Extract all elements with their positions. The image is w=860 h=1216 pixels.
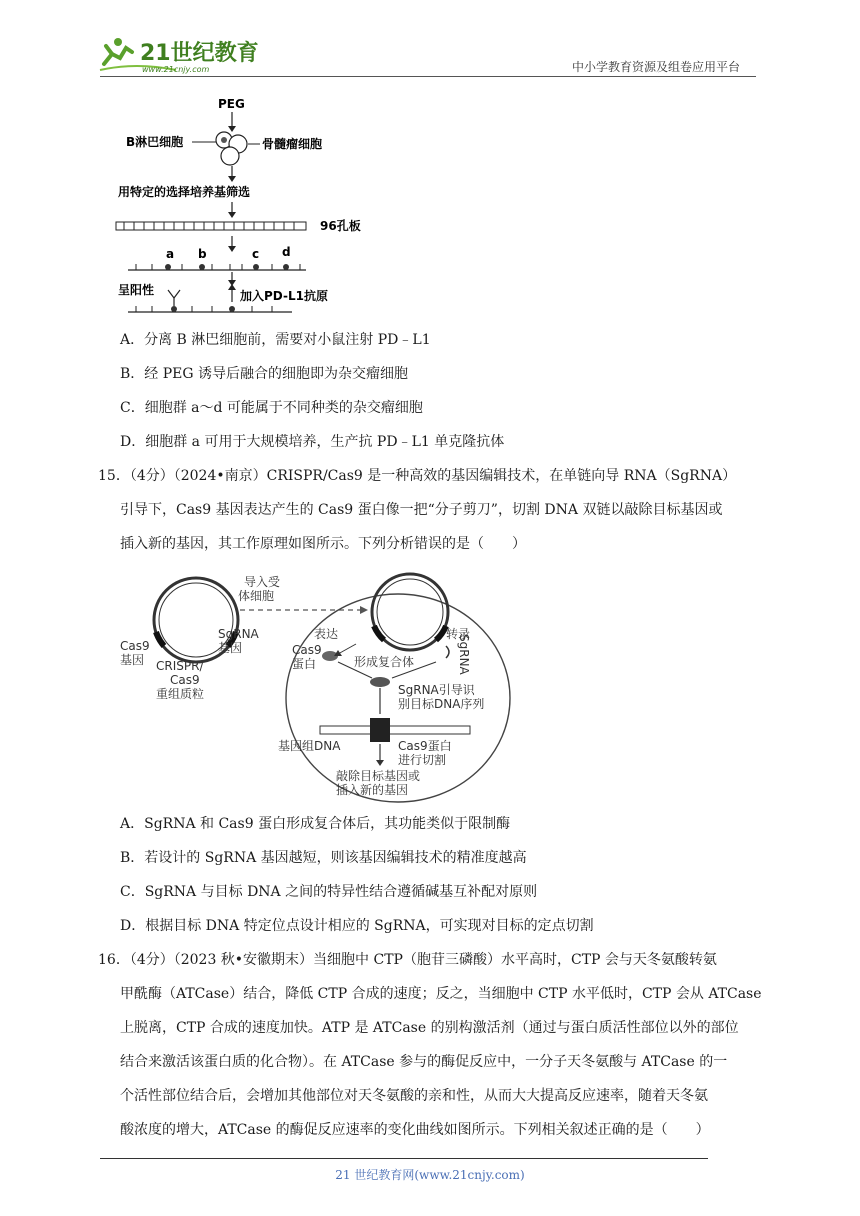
q16-stem-line3: 上脱离，CTP 合成的速度加快。ATP 是 ATCase 的别构激活剂（通过与蛋白质活性部位以外的部位 — [120, 1020, 739, 1036]
label-import-1: 导入受 — [244, 575, 281, 589]
label-guide-2: 别目标DNA序列 — [398, 697, 485, 711]
label-cut-2: 进行切割 — [398, 753, 447, 767]
label-plasmid-2: Cas9 — [170, 673, 200, 687]
logo-text: 21世纪教育 — [140, 41, 259, 66]
label-result-2: 插入新的基因 — [336, 783, 409, 797]
q14-option-d: D．细胞群 a 可用于大规模培养，生产抗 PD﹣L1 单克隆抗体 — [120, 434, 505, 450]
q15-stem-line3: 插入新的基因，其工作原理如图所示。下列分析错误的是（ ） — [120, 536, 526, 552]
q16-stem-line5: 个活性部位结合后，会增加其他部位对天冬氨酸的亲和性，从而大大提高反应速率，随着天冬氨 — [120, 1088, 708, 1104]
q16-stem-line4: 结合来激活该蛋白质的化合物）。在 ATCase 参与的酶促反应中，一分子天冬氨酸与 ATCase 的一 — [120, 1054, 728, 1070]
logo-url: www.21cnjy.com — [142, 65, 210, 74]
label-myeloma: 骨髓瘤细胞 — [262, 137, 323, 151]
label-sgrna-gene-2: 基因 — [218, 641, 243, 655]
label-b: b — [198, 247, 207, 261]
label-cas9-protein-2: 蛋白 — [292, 657, 317, 671]
label-c: c — [252, 247, 260, 261]
site-logo — [96, 34, 266, 76]
genome-dna-icon — [320, 726, 470, 734]
q15-stem-line2: 引导下，Cas9 基因表达产生的 Cas9 蛋白像一把“分子剪刀”，切割 DNA 双链以敲除目标基因或 — [120, 502, 723, 518]
label-sgrna-gene-1: SgRNA — [218, 627, 259, 641]
label-add-antigen: 加入PD-L1抗原 — [240, 289, 328, 303]
label-complex: 形成复合体 — [354, 655, 415, 669]
label-express: 表达 — [314, 627, 339, 641]
label-result-1: 敲除目标基因或 — [336, 769, 421, 783]
label-select: 用特定的选择培养基筛选 — [118, 185, 251, 199]
header-divider — [100, 76, 756, 77]
q14-option-a: A．分离 B 淋巴细胞前，需要对小鼠注射 PD﹣L1 — [120, 332, 431, 348]
complex-icon — [370, 677, 390, 687]
label-genome: 基因组DNA — [278, 739, 341, 753]
q16-stem-line2: 甲酰酶（ATCase）结合，降低 CTP 合成的速度；反之，当细胞中 CTP 水平低时，CTP 会从 ATCase — [120, 986, 762, 1002]
label-guide-1: SgRNA引导识 — [398, 683, 475, 697]
label-plate: 96孔板 — [320, 219, 361, 233]
footer-text[interactable]: 21 世纪教育网(www.21cnjy.com) — [335, 1168, 525, 1182]
antibody-icon — [168, 290, 180, 306]
platform-name: 中小学教育资源及组卷应用平台 — [572, 60, 741, 74]
q15-option-d: D．根据目标 DNA 特定位点设计相应的 SgRNA，可实现对目标的定点切割 — [120, 918, 594, 934]
hybridoma-figure — [112, 92, 372, 324]
q16-stem-line6: 酸浓度的增大，ATCase 的酶促反应速率的变化曲线如图所示。下列相关叙述正确的是（ ） — [120, 1122, 710, 1138]
label-d: d — [282, 245, 291, 259]
sgrna-icon — [446, 646, 449, 658]
label-cas9-gene-2: 基因 — [120, 653, 145, 667]
q14-option-c: C．细胞群 a～d 可能属于不同种类的杂交瘤细胞 — [120, 400, 423, 416]
q14-option-b: B．经 PEG 诱导后融合的细胞即为杂交瘤细胞 — [120, 366, 409, 382]
label-transcribe: 转录 — [446, 627, 471, 641]
label-cas9-gene-1: Cas9 — [120, 639, 150, 653]
label-a: a — [166, 247, 175, 261]
fused-cell-icon — [221, 147, 239, 165]
label-sgrna-vertical: SgRNA — [457, 634, 471, 675]
label-plasmid-3: 重组质粒 — [156, 687, 205, 701]
label-cas9-protein-1: Cas9 — [292, 643, 322, 657]
q15-option-a: A．SgRNA 和 Cas9 蛋白形成复合体后，其功能类似于限制酶 — [120, 816, 511, 832]
label-positive: 呈阳性 — [118, 283, 155, 297]
label-plasmid-1: CRISPR/ — [156, 659, 204, 673]
footer-divider — [100, 1158, 708, 1159]
label-b-cell: B淋巴细胞 — [126, 135, 184, 149]
crispr-figure — [116, 566, 512, 806]
q15-option-b: B．若设计的 SgRNA 基因越短，则该基因编辑技术的精准度越高 — [120, 850, 527, 866]
q16-stem-line1: 16．（4分）（2023 秋•安徽期末）当细胞中 CTP（胞苷三磷酸）水平高时，CTP 会与天冬氨酸转氨 — [98, 952, 717, 968]
q15-stem-line1: 15．（4分）（2024•南京）CRISPR/Cas9 是一种高效的基因编辑技术，在单链向导 RNA（SgRNA） — [98, 468, 737, 484]
q15-option-c: C．SgRNA 与目标 DNA 之间的特异性结合遵循碱基互补配对原则 — [120, 884, 538, 900]
label-cut-1: Cas9蛋白 — [398, 739, 452, 753]
label-peg: PEG — [218, 97, 245, 111]
label-import-2: 体细胞 — [238, 589, 275, 603]
